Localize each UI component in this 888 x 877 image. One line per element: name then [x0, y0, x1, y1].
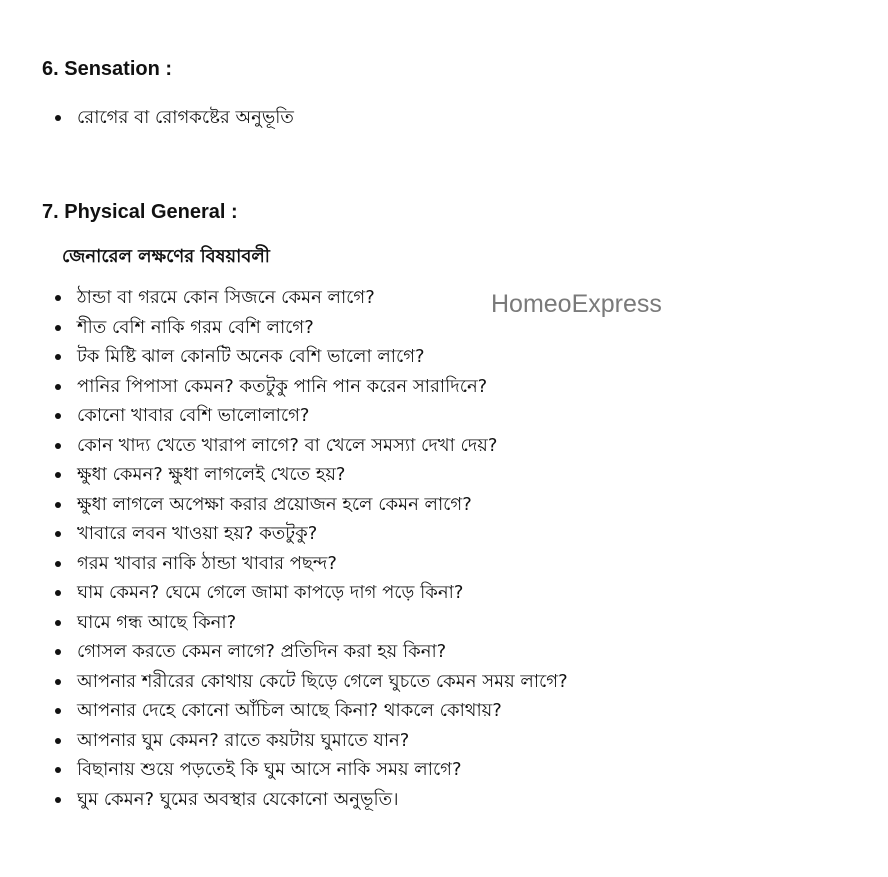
list-item	[0, 401, 568, 431]
bullet-icon	[55, 561, 61, 567]
list-item	[0, 696, 568, 726]
list-item	[0, 342, 568, 372]
watermark-text: HomeoExpress	[491, 290, 662, 318]
list-item-text: আপনার শরীরের কোথায় কেটে ছিড়ে গেলে ঘুচতে কেমন সময় লাগে?	[77, 670, 568, 692]
bullet-icon	[55, 115, 61, 121]
bullet-icon	[55, 354, 61, 360]
bullet-icon	[55, 472, 61, 478]
list-item-text: শীত বেশি নাকি গরম বেশি লাগে?	[77, 316, 314, 338]
bullet-icon	[55, 679, 61, 685]
list-item	[0, 578, 568, 608]
list-item	[0, 519, 568, 549]
list-item	[0, 608, 568, 638]
list-item	[0, 103, 294, 133]
list-item-text: বিছানায় শুয়ে পড়তেই কি ঘুম আসে নাকি সময় লাগে?	[77, 759, 462, 780]
list-item	[0, 637, 568, 667]
bullet-icon	[55, 531, 61, 537]
bullet-icon	[55, 738, 61, 744]
list-item-text: পানির পিপাসা কেমন? কতটুকু পানি পান করেন সারাদিনে?	[77, 375, 488, 397]
list-item-text: ক্ষুধা কেমন? ক্ষুধা লাগলেই খেতে হয়?	[77, 464, 346, 485]
bullet-icon	[55, 443, 61, 449]
list-item-text: আপনার দেহে কোনো আঁচিল আছে কিনা? থাকলে কোথায়?	[77, 700, 502, 721]
list-item-text: ঠান্ডা বা গরমে কোন সিজনে কেমন লাগে?	[77, 287, 375, 308]
section-6-heading: 6. Sensation :	[42, 58, 173, 80]
list-item-text: গোসল করতে কেমন লাগে? প্রতিদিন করা হয় কিনা?	[77, 641, 447, 662]
list-item-text: কোনো খাবার বেশি ভালোলাগে?	[77, 405, 310, 426]
list-item-text: আপনার ঘুম কেমন? রাতে কয়টায় ঘুমাতে যান?	[77, 729, 410, 751]
list-item-text: কোন খাদ্য খেতে খারাপ লাগে? বা খেলে সমস্যা দেখা দেয়?	[77, 434, 498, 456]
list-item	[0, 283, 568, 313]
list-item-text: ঘামে গন্ধ আছে কিনা?	[77, 611, 237, 633]
list-item	[0, 549, 568, 579]
bullet-icon	[55, 413, 61, 419]
section-6-list	[0, 103, 294, 133]
bullet-icon	[55, 325, 61, 331]
bullet-icon	[55, 767, 61, 773]
list-item-text: ঘাম কেমন? ঘেমে গেলে জামা কাপড়ে দাগ পড়ে কিনা?	[77, 582, 464, 603]
bullet-icon	[55, 708, 61, 714]
list-item-text: টক মিষ্টি ঝাল কোনটি অনেক বেশি ভালো লাগে?	[77, 346, 425, 367]
list-item	[0, 372, 568, 402]
list-item	[0, 667, 568, 697]
list-item	[0, 785, 568, 815]
list-item	[0, 490, 568, 520]
list-item	[0, 431, 568, 461]
bullet-icon	[55, 649, 61, 655]
list-item	[0, 726, 568, 756]
bullet-icon	[55, 295, 61, 301]
list-item	[0, 460, 568, 490]
section-7-heading: 7. Physical General :	[42, 201, 238, 223]
list-item-text: ঘুম কেমন? ঘুমের অবস্থার যেকোনো অনুভূতি।	[77, 788, 399, 810]
list-item	[0, 755, 568, 785]
list-item-text: গরম খাবার নাকি ঠান্ডা খাবার পছন্দ?	[77, 552, 337, 574]
bullet-icon	[55, 384, 61, 390]
bullet-icon	[55, 797, 61, 803]
list-item-text: রোগের বা রোগকষ্টের অনুভূতি	[77, 107, 294, 128]
section-7-list	[0, 283, 568, 814]
bullet-icon	[55, 620, 61, 626]
list-item-text: ক্ষুধা লাগলে অপেক্ষা করার প্রয়োজন হলে কেমন লাগে?	[77, 493, 472, 515]
list-item-text: খাবারে লবন খাওয়া হয়? কতটুকু?	[77, 523, 318, 544]
section-7-subheading: জেনারেল লক্ষণের বিষয়াবলী	[62, 246, 270, 267]
bullet-icon	[55, 590, 61, 596]
list-item	[0, 313, 568, 343]
bullet-icon	[55, 502, 61, 508]
